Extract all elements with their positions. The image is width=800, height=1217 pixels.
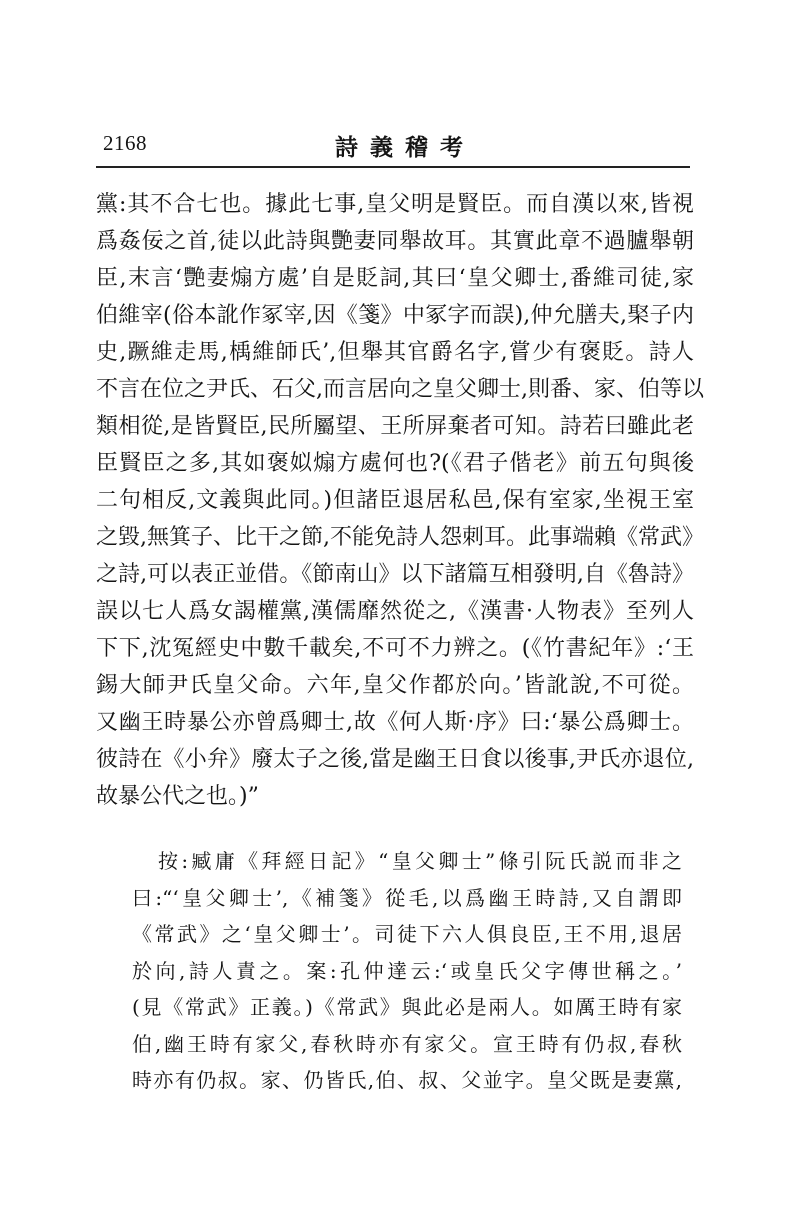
running-title: 詩義稽考 <box>335 134 475 161</box>
note-line: 按:臧庸《拜經日記》“皇父卿士”條引阮氏説而非之 <box>158 849 682 873</box>
text-line: 類相從,是皆賢臣,民所屬望、王所屏棄者可知。詩若曰雖此老 <box>96 414 694 439</box>
text-line: 又幽王時暴公亦曾爲卿士,故《何人斯·序》曰:‘暴公爲卿士。 <box>96 710 694 735</box>
text-line: 史,蹶維走馬,楀維師氏’,但舉其官爵名字,嘗少有褒貶。詩人 <box>96 340 694 365</box>
text-line: 伯維宰(俗本訛作冢宰,因《箋》中冢字而誤),仲允膳夫,棸子内 <box>96 303 694 328</box>
text-line: 二句相反,文義與此同。)但諸臣退居私邑,保有室家,坐視王室 <box>96 488 694 513</box>
text-line: 不言在位之尹氏、石父,而言居向之皇父卿士,則番、家、伯等以 <box>96 377 704 402</box>
text-line: 故暴公代之也。)” <box>96 784 259 809</box>
note-line: 時亦有仍叔。家、仍皆氏,伯、叔、父並字。皇父既是妻黨, <box>132 1068 682 1092</box>
note-line: (見《常武》正義。)《常武》與此必是兩人。如厲王時有家 <box>132 995 682 1019</box>
text-line: 臣,末言‘艷妻煽方處’自是貶詞,其曰‘皇父卿士,番維司徒,家 <box>96 266 694 291</box>
text-line: 黨:其不合七也。據此七事,皇父明是賢臣。而自漢以來,皆視 <box>96 192 694 217</box>
note-line: 曰:“‘皇父卿士’,《補箋》從毛,以爲幽王時詩,又自謂即 <box>132 885 682 910</box>
text-line: 彼詩在《小弁》廢太子之後,當是幽王日食以後事,尹氏亦退位, <box>96 747 694 772</box>
annotation-block <box>132 843 682 1099</box>
text-line: 之詩,可以表正並借。《節南山》以下諸篇互相發明,自《魯詩》 <box>96 562 694 587</box>
page-header <box>0 0 800 170</box>
text-line: 臣賢臣之多,其如褒姒煽方處何也?(《君子偕老》前五句與後 <box>96 451 694 476</box>
text-line: 爲姦佞之首,徒以此詩與艷妻同舉故耳。其實此章不過臚舉朝 <box>96 229 694 254</box>
text-line: 錫大師尹氏皇父命。六年,皇父作都於向。’皆訛說,不可從。 <box>96 673 694 698</box>
text-line: 之毀,無箕子、比干之節,不能免詩人怨刺耳。此事端賴《常武》 <box>96 525 704 550</box>
note-line: 《常武》之‘皇父卿士’。司徒下六人俱良臣,王不用,退居 <box>132 922 682 946</box>
main-text-block <box>96 186 704 815</box>
text-line: 下下,沈冤經史中數千載矣,不可不力辨之。(《竹書紀年》:‘王 <box>96 636 694 661</box>
page-number: 2168 <box>103 131 147 155</box>
text-line: 誤以七人爲女謁權黨,漢儒靡然從之,《漢書·人物表》至列人 <box>96 599 694 624</box>
note-line: 伯,幽王時有家父,春秋時亦有家父。宣王時有仍叔,春秋 <box>132 1031 682 1056</box>
note-line: 於向,詩人責之。案:孔仲達云:‘或皇氏父字傳世稱之。’ <box>132 958 682 983</box>
header-rule <box>96 166 690 168</box>
